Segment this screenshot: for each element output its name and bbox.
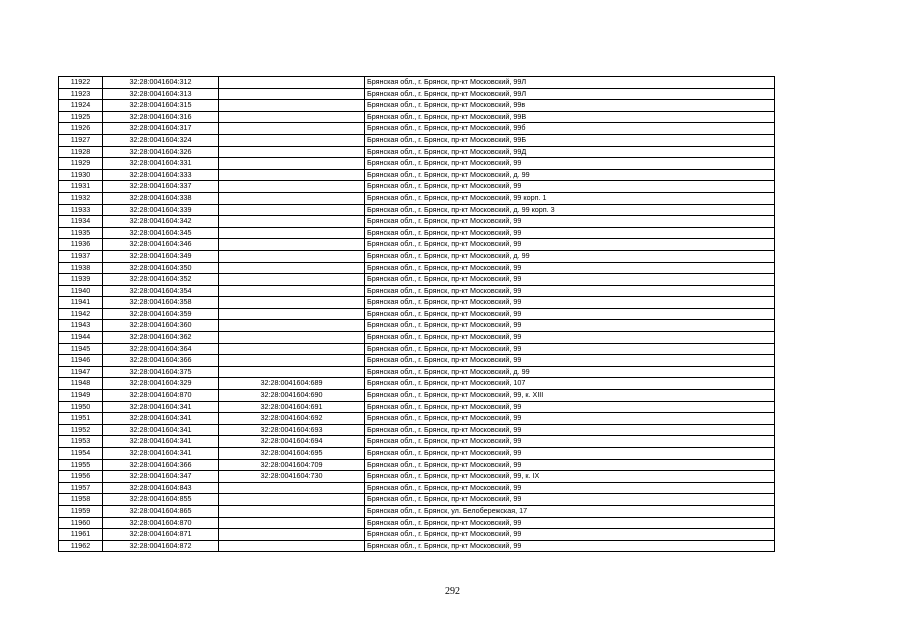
- address-cell: Брянская обл., г. Брянск, пр-кт Московский, 99: [365, 216, 775, 228]
- related-cadastral-cell: [219, 100, 365, 112]
- related-cadastral-cell: [219, 204, 365, 216]
- row-number-cell: 11951: [59, 413, 103, 425]
- cadastral-number-cell: 32:28:0041604:341: [103, 436, 219, 448]
- related-cadastral-cell: [219, 285, 365, 297]
- cadastral-number-cell: 32:28:0041604:865: [103, 505, 219, 517]
- address-cell: Брянская обл., г. Брянск, пр-кт Московский, 99: [365, 448, 775, 460]
- related-cadastral-cell: [219, 227, 365, 239]
- row-number-cell: 11928: [59, 146, 103, 158]
- cadastral-number-cell: 32:28:0041604:366: [103, 355, 219, 367]
- row-number-cell: 11961: [59, 529, 103, 541]
- address-cell: Брянская обл., г. Брянск, пр-кт Московский, 99Д: [365, 146, 775, 158]
- related-cadastral-cell: [219, 111, 365, 123]
- address-cell: Брянская обл., г. Брянск, пр-кт Московский, 99Б: [365, 134, 775, 146]
- row-number-cell: 11936: [59, 239, 103, 251]
- table-row: [59, 413, 775, 425]
- row-number-cell: 11950: [59, 401, 103, 413]
- row-number-cell: 11932: [59, 192, 103, 204]
- row-number-cell: 11930: [59, 169, 103, 181]
- row-number-cell: 11937: [59, 250, 103, 262]
- table-row: [59, 343, 775, 355]
- cadastral-number-cell: 32:28:0041604:313: [103, 88, 219, 100]
- table-row: [59, 355, 775, 367]
- table-row: [59, 262, 775, 274]
- row-number-cell: 11940: [59, 285, 103, 297]
- cadastral-number-cell: 32:28:0041604:324: [103, 134, 219, 146]
- row-number-cell: 11957: [59, 482, 103, 494]
- row-number-cell: 11924: [59, 100, 103, 112]
- cadastral-number-cell: 32:28:0041604:364: [103, 343, 219, 355]
- address-cell: Брянская обл., г. Брянск, пр-кт Московский, 99Л: [365, 88, 775, 100]
- cadastral-number-cell: 32:28:0041604:341: [103, 413, 219, 425]
- table-row: [59, 424, 775, 436]
- table-row: [59, 401, 775, 413]
- table-row: [59, 505, 775, 517]
- row-number-cell: 11935: [59, 227, 103, 239]
- related-cadastral-cell: 32:28:0041604:689: [219, 378, 365, 390]
- related-cadastral-cell: [219, 332, 365, 344]
- row-number-cell: 11927: [59, 134, 103, 146]
- table-row: [59, 285, 775, 297]
- table-row: [59, 540, 775, 552]
- cadastral-number-cell: 32:28:0041604:337: [103, 181, 219, 193]
- related-cadastral-cell: 32:28:0041604:692: [219, 413, 365, 425]
- related-cadastral-cell: [219, 239, 365, 251]
- table-row: [59, 239, 775, 251]
- related-cadastral-cell: [219, 505, 365, 517]
- address-cell: Брянская обл., г. Брянск, ул. Белобережская, 17: [365, 505, 775, 517]
- address-cell: Брянская обл., г. Брянск, пр-кт Московский, 99В: [365, 111, 775, 123]
- table-row: [59, 459, 775, 471]
- address-cell: Брянская обл., г. Брянск, пр-кт Московский, 99: [365, 355, 775, 367]
- row-number-cell: 11947: [59, 366, 103, 378]
- row-number-cell: 11962: [59, 540, 103, 552]
- row-number-cell: 11946: [59, 355, 103, 367]
- table-row: [59, 436, 775, 448]
- cadastral-number-cell: 32:28:0041604:312: [103, 77, 219, 89]
- cadastral-number-cell: 32:28:0041604:358: [103, 297, 219, 309]
- cadastral-number-cell: 32:28:0041604:366: [103, 459, 219, 471]
- row-number-cell: 11949: [59, 390, 103, 402]
- related-cadastral-cell: 32:28:0041604:690: [219, 390, 365, 402]
- registry-table: [58, 76, 775, 552]
- row-number-cell: 11942: [59, 308, 103, 320]
- row-number-cell: 11926: [59, 123, 103, 135]
- cadastral-number-cell: 32:28:0041604:329: [103, 378, 219, 390]
- related-cadastral-cell: [219, 77, 365, 89]
- related-cadastral-cell: [219, 123, 365, 135]
- address-cell: Брянская обл., г. Брянск, пр-кт Московский, 99 корп. 1: [365, 192, 775, 204]
- related-cadastral-cell: [219, 134, 365, 146]
- address-cell: Брянская обл., г. Брянск, пр-кт Московский, 99: [365, 308, 775, 320]
- related-cadastral-cell: [219, 320, 365, 332]
- address-cell: Брянская обл., г. Брянск, пр-кт Московский, 99: [365, 482, 775, 494]
- table-row: [59, 169, 775, 181]
- related-cadastral-cell: 32:28:0041604:694: [219, 436, 365, 448]
- related-cadastral-cell: [219, 540, 365, 552]
- cadastral-number-cell: 32:28:0041604:843: [103, 482, 219, 494]
- related-cadastral-cell: [219, 169, 365, 181]
- cadastral-number-cell: 32:28:0041604:338: [103, 192, 219, 204]
- address-cell: Брянская обл., г. Брянск, пр-кт Московский, 99: [365, 320, 775, 332]
- table-row: [59, 378, 775, 390]
- table-row: [59, 332, 775, 344]
- table-row: [59, 471, 775, 483]
- table-row: [59, 494, 775, 506]
- address-cell: Брянская обл., г. Брянск, пр-кт Московский, 99: [365, 401, 775, 413]
- cadastral-number-cell: 32:28:0041604:870: [103, 390, 219, 402]
- cadastral-number-cell: 32:28:0041604:349: [103, 250, 219, 262]
- row-number-cell: 11956: [59, 471, 103, 483]
- table-row: [59, 529, 775, 541]
- table-row: [59, 77, 775, 89]
- cadastral-number-cell: 32:28:0041604:354: [103, 285, 219, 297]
- cadastral-number-cell: 32:28:0041604:331: [103, 158, 219, 170]
- cadastral-number-cell: 32:28:0041604:872: [103, 540, 219, 552]
- table-row: [59, 308, 775, 320]
- address-cell: Брянская обл., г. Брянск, пр-кт Московский, 99: [365, 540, 775, 552]
- row-number-cell: 11945: [59, 343, 103, 355]
- cadastral-number-cell: 32:28:0041604:352: [103, 274, 219, 286]
- cadastral-number-cell: 32:28:0041604:342: [103, 216, 219, 228]
- row-number-cell: 11939: [59, 274, 103, 286]
- address-cell: Брянская обл., г. Брянск, пр-кт Московский, 99: [365, 494, 775, 506]
- address-cell: Брянская обл., г. Брянск, пр-кт Московский, 99, к. XIII: [365, 390, 775, 402]
- cadastral-number-cell: 32:28:0041604:346: [103, 239, 219, 251]
- cadastral-number-cell: 32:28:0041604:333: [103, 169, 219, 181]
- row-number-cell: 11923: [59, 88, 103, 100]
- address-cell: Брянская обл., г. Брянск, пр-кт Московский, 99: [365, 285, 775, 297]
- page-number: 292: [445, 586, 460, 597]
- cadastral-number-cell: 32:28:0041604:326: [103, 146, 219, 158]
- row-number-cell: 11952: [59, 424, 103, 436]
- table-row: [59, 517, 775, 529]
- row-number-cell: 11948: [59, 378, 103, 390]
- cadastral-number-cell: 32:28:0041604:345: [103, 227, 219, 239]
- row-number-cell: 11955: [59, 459, 103, 471]
- row-number-cell: 11938: [59, 262, 103, 274]
- address-cell: Брянская обл., г. Брянск, пр-кт Московский, 99: [365, 343, 775, 355]
- table-row: [59, 88, 775, 100]
- related-cadastral-cell: [219, 355, 365, 367]
- address-cell: Брянская обл., г. Брянск, пр-кт Московский, 99: [365, 517, 775, 529]
- address-cell: Брянская обл., г. Брянск, пр-кт Московский, 99: [365, 158, 775, 170]
- cadastral-number-cell: 32:28:0041604:350: [103, 262, 219, 274]
- row-number-cell: 11953: [59, 436, 103, 448]
- table-row: [59, 181, 775, 193]
- address-cell: Брянская обл., г. Брянск, пр-кт Московский, 99: [365, 262, 775, 274]
- table-row: [59, 448, 775, 460]
- cadastral-number-cell: 32:28:0041604:855: [103, 494, 219, 506]
- related-cadastral-cell: 32:28:0041604:695: [219, 448, 365, 460]
- row-number-cell: 11922: [59, 77, 103, 89]
- cadastral-number-cell: 32:28:0041604:347: [103, 471, 219, 483]
- address-cell: Брянская обл., г. Брянск, пр-кт Московский, д. 99: [365, 366, 775, 378]
- address-cell: Брянская обл., г. Брянск, пр-кт Московский, 99в: [365, 100, 775, 112]
- address-cell: Брянская обл., г. Брянск, пр-кт Московский, 99: [365, 436, 775, 448]
- related-cadastral-cell: [219, 297, 365, 309]
- address-cell: Брянская обл., г. Брянск, пр-кт Московский, 99Л: [365, 77, 775, 89]
- address-cell: Брянская обл., г. Брянск, пр-кт Московский, 99: [365, 181, 775, 193]
- cadastral-number-cell: 32:28:0041604:870: [103, 517, 219, 529]
- related-cadastral-cell: [219, 343, 365, 355]
- address-cell: Брянская обл., г. Брянск, пр-кт Московский, 99: [365, 227, 775, 239]
- related-cadastral-cell: [219, 308, 365, 320]
- address-cell: Брянская обл., г. Брянск, пр-кт Московский, 99: [365, 529, 775, 541]
- cadastral-number-cell: 32:28:0041604:316: [103, 111, 219, 123]
- address-cell: Брянская обл., г. Брянск, пр-кт Московский, 99: [365, 239, 775, 251]
- row-number-cell: 11933: [59, 204, 103, 216]
- table-row: [59, 100, 775, 112]
- address-cell: Брянская обл., г. Брянск, пр-кт Московский, д. 99 корп. 3: [365, 204, 775, 216]
- row-number-cell: 11931: [59, 181, 103, 193]
- row-number-cell: 11929: [59, 158, 103, 170]
- table-row: [59, 158, 775, 170]
- related-cadastral-cell: [219, 146, 365, 158]
- cadastral-number-cell: 32:28:0041604:871: [103, 529, 219, 541]
- table-row: [59, 390, 775, 402]
- related-cadastral-cell: [219, 250, 365, 262]
- table-row: [59, 366, 775, 378]
- cadastral-number-cell: 32:28:0041604:375: [103, 366, 219, 378]
- table-row: [59, 216, 775, 228]
- address-cell: Брянская обл., г. Брянск, пр-кт Московский, 99: [365, 332, 775, 344]
- row-number-cell: 11943: [59, 320, 103, 332]
- row-number-cell: 11960: [59, 517, 103, 529]
- table-row: [59, 134, 775, 146]
- row-number-cell: 11925: [59, 111, 103, 123]
- related-cadastral-cell: 32:28:0041604:693: [219, 424, 365, 436]
- related-cadastral-cell: [219, 88, 365, 100]
- address-cell: Брянская обл., г. Брянск, пр-кт Московский, 99: [365, 274, 775, 286]
- related-cadastral-cell: [219, 158, 365, 170]
- related-cadastral-cell: [219, 529, 365, 541]
- related-cadastral-cell: [219, 192, 365, 204]
- table-row: [59, 274, 775, 286]
- row-number-cell: 11941: [59, 297, 103, 309]
- table-row: [59, 192, 775, 204]
- row-number-cell: 11944: [59, 332, 103, 344]
- registry-table-body: [59, 77, 775, 552]
- related-cadastral-cell: [219, 262, 365, 274]
- table-row: [59, 123, 775, 135]
- related-cadastral-cell: [219, 216, 365, 228]
- cadastral-number-cell: 32:28:0041604:341: [103, 401, 219, 413]
- address-cell: Брянская обл., г. Брянск, пр-кт Московский, д. 99: [365, 169, 775, 181]
- related-cadastral-cell: 32:28:0041604:730: [219, 471, 365, 483]
- related-cadastral-cell: [219, 181, 365, 193]
- address-cell: Брянская обл., г. Брянск, пр-кт Московский, 99: [365, 297, 775, 309]
- cadastral-number-cell: 32:28:0041604:341: [103, 424, 219, 436]
- cadastral-number-cell: 32:28:0041604:359: [103, 308, 219, 320]
- address-cell: Брянская обл., г. Брянск, пр-кт Московский, 99: [365, 413, 775, 425]
- related-cadastral-cell: [219, 366, 365, 378]
- table-row: [59, 204, 775, 216]
- row-number-cell: 11934: [59, 216, 103, 228]
- table-row: [59, 297, 775, 309]
- cadastral-number-cell: 32:28:0041604:341: [103, 448, 219, 460]
- row-number-cell: 11958: [59, 494, 103, 506]
- table-row: [59, 250, 775, 262]
- address-cell: Брянская обл., г. Брянск, пр-кт Московский, 99: [365, 459, 775, 471]
- address-cell: Брянская обл., г. Брянск, пр-кт Московский, 99: [365, 424, 775, 436]
- table-row: [59, 320, 775, 332]
- row-number-cell: 11959: [59, 505, 103, 517]
- related-cadastral-cell: [219, 482, 365, 494]
- cadastral-number-cell: 32:28:0041604:362: [103, 332, 219, 344]
- table-row: [59, 227, 775, 239]
- related-cadastral-cell: 32:28:0041604:691: [219, 401, 365, 413]
- related-cadastral-cell: 32:28:0041604:709: [219, 459, 365, 471]
- related-cadastral-cell: [219, 274, 365, 286]
- table-row: [59, 146, 775, 158]
- table-row: [59, 111, 775, 123]
- cadastral-number-cell: 32:28:0041604:339: [103, 204, 219, 216]
- related-cadastral-cell: [219, 494, 365, 506]
- address-cell: Брянская обл., г. Брянск, пр-кт Московский, 99, к. IX: [365, 471, 775, 483]
- row-number-cell: 11954: [59, 448, 103, 460]
- cadastral-number-cell: 32:28:0041604:360: [103, 320, 219, 332]
- address-cell: Брянская обл., г. Брянск, пр-кт Московский, д. 99: [365, 250, 775, 262]
- address-cell: Брянская обл., г. Брянск, пр-кт Московский, 99б: [365, 123, 775, 135]
- address-cell: Брянская обл., г. Брянск, пр-кт Московский, 107: [365, 378, 775, 390]
- cadastral-number-cell: 32:28:0041604:315: [103, 100, 219, 112]
- cadastral-number-cell: 32:28:0041604:317: [103, 123, 219, 135]
- table-row: [59, 482, 775, 494]
- related-cadastral-cell: [219, 517, 365, 529]
